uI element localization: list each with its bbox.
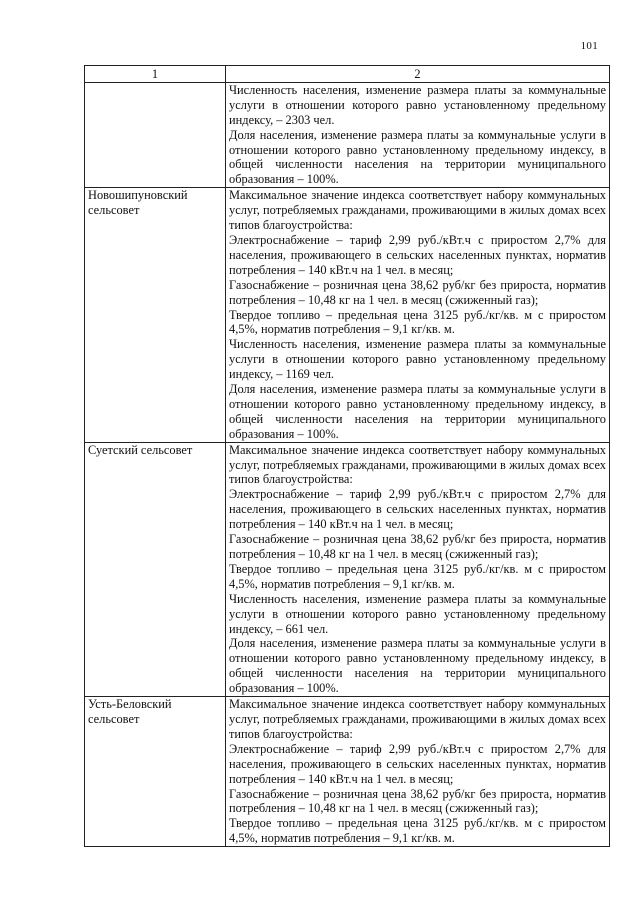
- column-header-2: 2: [226, 66, 610, 83]
- content-cell: [226, 442, 610, 696]
- table-row: [85, 442, 610, 696]
- paragraph: Электроснабжение – тариф 2,99 руб./кВт.ч с приростом 2,7% для населения, проживающего в сельских населенных пунктах, норматив потребления – 140 кВт.ч на 1 чел. в месяц;: [229, 232, 606, 277]
- paragraph: Численность населения, изменение размера платы за коммунальные услуги в отношении которого равно установленному предельному индексу, – 661 чел.: [229, 591, 606, 636]
- paragraph: Максимальное значение индекса соответствует набору коммунальных услуг, потребляемых гражданами, проживающими в жилых домах всех типов благоустройства:: [229, 442, 606, 487]
- table-row: [85, 188, 610, 442]
- paragraph: Доля населения, изменение размера платы за коммунальные услуги в отношении которого равно установленному предельному индексу, в общей численности населения на территории муниципального образования – 100%.: [229, 636, 606, 696]
- table-row: [85, 697, 610, 847]
- column-header-1: 1: [85, 66, 226, 83]
- paragraph: Максимальное значение индекса соответствует набору коммунальных услуг, потребляемых гражданами, проживающими в жилых домах всех типов благоустройства:: [229, 188, 606, 233]
- tariff-index-table: [84, 65, 610, 847]
- region-cell: Усть-Беловский сельсовет: [85, 697, 226, 847]
- paragraph: Электроснабжение – тариф 2,99 руб./кВт.ч с приростом 2,7% для населения, проживающего в сельских населенных пунктах, норматив потребления – 140 кВт.ч на 1 чел. в месяц;: [229, 741, 606, 786]
- paragraph: Газоснабжение – розничная цена 38,62 руб/кг без прироста, норматив потребления – 10,48 кг на 1 чел. в месяц (сжиженный газ);: [229, 277, 606, 307]
- paragraph: Доля населения, изменение размера платы за коммунальные услуги в отношении которого равно установленному предельному индексу, в общей численности населения на территории муниципального образования – 100%.: [229, 127, 606, 187]
- content-cell: [226, 82, 610, 187]
- content-cell: [226, 188, 610, 442]
- paragraph: Газоснабжение – розничная цена 38,62 руб/кг без прироста, норматив потребления – 10,48 кг на 1 чел. в месяц (сжиженный газ);: [229, 786, 606, 816]
- region-cell: [85, 82, 226, 187]
- page-number: 101: [580, 40, 598, 52]
- paragraph: Численность населения, изменение размера платы за коммунальные услуги в отношении которого равно установленному предельному индексу, – 2303 чел.: [229, 82, 606, 127]
- paragraph: Электроснабжение – тариф 2,99 руб./кВт.ч с приростом 2,7% для населения, проживающего в сельских населенных пунктах, норматив потребления – 140 кВт.ч на 1 чел. в месяц;: [229, 487, 606, 532]
- table-header-row: [85, 66, 610, 83]
- region-cell: Новошипуновский сельсовет: [85, 188, 226, 442]
- paragraph: Твердое топливо – предельная цена 3125 руб./кг/кв. м с приростом 4,5%, норматив потребления – 9,1 кг/кв. м.: [229, 816, 606, 846]
- paragraph: Твердое топливо – предельная цена 3125 руб./кг/кв. м с приростом 4,5%, норматив потребления – 9,1 кг/кв. м.: [229, 307, 606, 337]
- paragraph: Максимальное значение индекса соответствует набору коммунальных услуг, потребляемых гражданами, проживающими в жилых домах всех типов благоустройства:: [229, 697, 606, 741]
- paragraph: Доля населения, изменение размера платы за коммунальные услуги в отношении которого равно установленному предельному индексу, в общей численности населения на территории муниципального образования – 100%.: [229, 382, 606, 441]
- content-cell: [226, 697, 610, 847]
- table-row: [85, 82, 610, 187]
- paragraph: Газоснабжение – розничная цена 38,62 руб/кг без прироста, норматив потребления – 10,48 кг на 1 чел. в месяц (сжиженный газ);: [229, 532, 606, 561]
- region-cell: Суетский сельсовет: [85, 442, 226, 696]
- paragraph: Численность населения, изменение размера платы за коммунальные услуги в отношении которого равно установленному предельному индексу, – 1169 чел.: [229, 337, 606, 382]
- paragraph: Твердое топливо – предельная цена 3125 руб./кг/кв. м с приростом 4,5%, норматив потребления – 9,1 кг/кв. м.: [229, 561, 606, 591]
